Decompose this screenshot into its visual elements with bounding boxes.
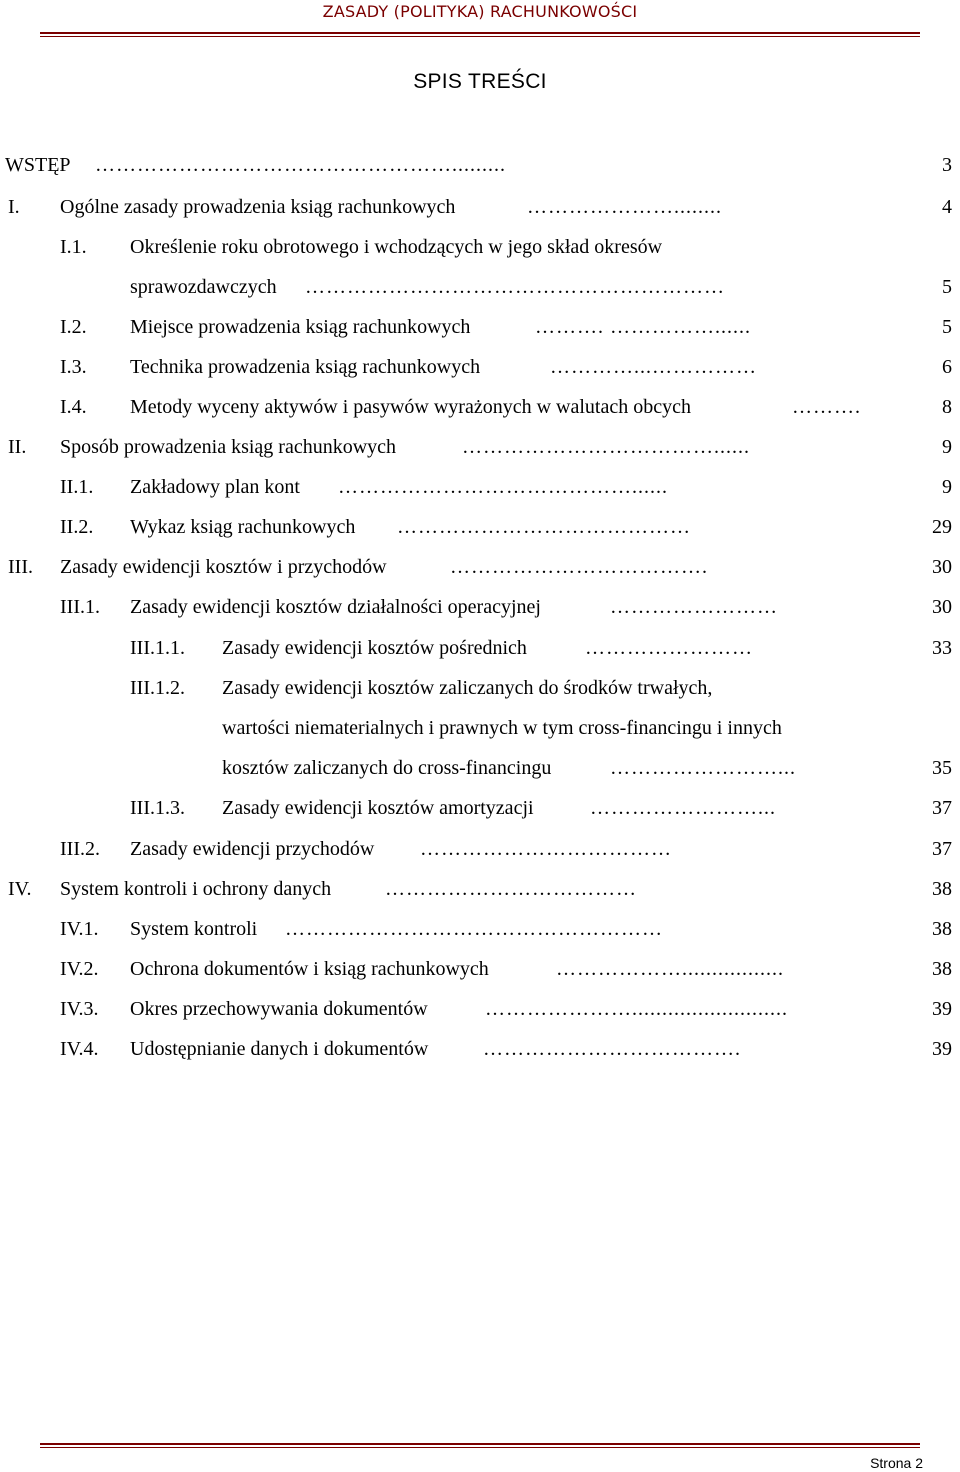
toc-entry-leader-dots: …………………… (585, 637, 753, 659)
toc-entry[interactable] (0, 472, 960, 502)
toc-entry-title: Zasady ewidencji kosztów i przychodów (60, 556, 387, 578)
toc-entry-leader-dots: …………………………………………………… (305, 276, 725, 298)
toc-entry[interactable] (0, 150, 960, 180)
toc-entry[interactable] (0, 592, 960, 622)
toc-entry-page-number: 37 (932, 838, 952, 860)
toc-heading: SPIS TREŚCI (413, 70, 547, 93)
toc-entry-leader-dots: ………. (792, 396, 861, 418)
toc-entry-page-number: 9 (942, 436, 952, 458)
toc-entry-number: I.3. (60, 356, 87, 378)
toc-entry-page-number: 37 (932, 797, 952, 819)
toc-entry-leader-dots: ………………….......................... (485, 998, 788, 1020)
toc-entry-leader-dots: ……………………………… (385, 878, 637, 900)
toc-entry-page-number: 3 (942, 154, 952, 176)
toc-entry[interactable] (0, 994, 960, 1024)
toc-entry-leader-dots: ………………………………. (483, 1038, 741, 1060)
toc-entry-title: Zakładowy plan kont (130, 476, 300, 498)
toc-entry-page-number: 39 (932, 998, 952, 1020)
toc-entry-page-number: 5 (942, 316, 952, 338)
toc-entry-leader-dots: ……………………………………...... (338, 476, 668, 498)
toc-entry[interactable] (0, 392, 960, 422)
toc-entry-leader-dots: ………………………………...... (462, 436, 750, 458)
toc-entry[interactable] (0, 232, 960, 262)
toc-entry[interactable] (0, 753, 960, 783)
toc-entry-leader-dots: ………. ……………...... (535, 316, 751, 338)
toc-entry[interactable] (0, 1034, 960, 1064)
toc-entry-leader-dots: ………………................. (556, 958, 784, 980)
toc-entry-leader-dots: …………………………………… (397, 516, 691, 538)
toc-entry-title: Zasady ewidencji kosztów działalności operacyjnej (130, 596, 541, 618)
toc-entry-title: Metody wyceny aktywów i pasywów wyrażonych w walutach obcych (130, 396, 691, 418)
toc-entry-title: sprawozdawczych (130, 276, 277, 298)
toc-entry-leader-dots: ………………………………. (450, 556, 708, 578)
toc-entry-page-number: 38 (932, 918, 952, 940)
toc-entry-title: WSTĘP (5, 154, 71, 176)
document-header-title: ZASADY (POLITYKA) RACHUNKOWOŚCI (322, 2, 638, 21)
toc-entry-number: II. (8, 436, 27, 458)
toc-entry-number: III.1.3. (130, 797, 185, 819)
toc-entry-title: Miejsce prowadzenia ksiąg rachunkowych (130, 316, 471, 338)
toc-entry[interactable] (0, 352, 960, 382)
toc-entry-title: Technika prowadzenia ksiąg rachunkowych (130, 356, 481, 378)
toc-entry-number: IV.1. (60, 918, 99, 940)
toc-entry[interactable] (0, 874, 960, 904)
toc-entry-title: Ogólne zasady prowadzenia ksiąg rachunkowych (60, 196, 456, 218)
toc-entry[interactable] (0, 834, 960, 864)
toc-entry-page-number: 9 (942, 476, 952, 498)
toc-entry[interactable] (0, 673, 960, 703)
toc-entry-title: System kontroli (130, 918, 258, 940)
toc-entry-title: Okres przechowywania dokumentów (130, 998, 428, 1020)
toc-entry-number: IV.2. (60, 958, 99, 980)
toc-entry-leader-dots: …………………… (610, 596, 778, 618)
toc-entry-number: II.1. (60, 476, 94, 498)
toc-entry-title: kosztów zaliczanych do cross-financingu (222, 757, 552, 779)
toc-entry-leader-dots: …………...…………… (550, 356, 757, 378)
toc-entry-title: Ochrona dokumentów i ksiąg rachunkowych (130, 958, 489, 980)
toc-entry-number: III.1. (60, 596, 100, 618)
toc-entry-number: III.1.2. (130, 677, 185, 699)
toc-entry-page-number: 38 (932, 958, 952, 980)
toc-entry[interactable] (0, 272, 960, 302)
toc-entry[interactable] (0, 633, 960, 663)
toc-entry-page-number: 5 (942, 276, 952, 298)
toc-entry-leader-dots: ……………………………………………… (285, 918, 663, 940)
toc-entry-page-number: 6 (942, 356, 952, 378)
toc-entry-number: IV.3. (60, 998, 99, 1020)
toc-entry-page-number: 39 (932, 1038, 952, 1060)
toc-entry-title: Zasady ewidencji kosztów pośrednich (222, 637, 527, 659)
toc-entry-number: IV.4. (60, 1038, 99, 1060)
toc-entry-title: Zasady ewidencji kosztów amortyzacji (222, 797, 534, 819)
toc-entry[interactable] (0, 954, 960, 984)
toc-entry-number: I.4. (60, 396, 87, 418)
toc-entry-leader-dots: ……………………... (610, 757, 796, 779)
toc-entry-page-number: 30 (932, 596, 952, 618)
page-number-label: Strona 2 (870, 1455, 923, 1471)
toc-entry-number: II.2. (60, 516, 94, 538)
footer-divider (40, 1443, 920, 1445)
toc-entry-title: Zasady ewidencji przychodów (130, 838, 375, 860)
toc-entry-number: IV. (8, 878, 32, 900)
toc-entry-page-number: 4 (942, 196, 952, 218)
toc-entry[interactable] (0, 914, 960, 944)
toc-entry[interactable] (0, 552, 960, 582)
toc-entry-page-number: 8 (942, 396, 952, 418)
toc-entry-leader-dots: …………………........ (527, 196, 722, 218)
toc-entry-title: Sposób prowadzenia ksiąg rachunkowych (60, 436, 397, 458)
footer-divider-thin (40, 1447, 920, 1448)
toc-entry-page-number: 35 (932, 757, 952, 779)
toc-entry-title: Zasady ewidencji kosztów zaliczanych do środków trwałych, (222, 677, 713, 699)
toc-entry-page-number: 29 (932, 516, 952, 538)
toc-entry-number: I.2. (60, 316, 87, 338)
toc-entry-number: III. (8, 556, 33, 578)
toc-entry-number: III.2. (60, 838, 100, 860)
toc-entry[interactable] (0, 713, 960, 743)
toc-entry[interactable] (0, 312, 960, 342)
toc-entry-number: I. (8, 196, 20, 218)
toc-entry-title: Określenie roku obrotowego i wchodzących w jego skład okresów (130, 236, 663, 258)
toc-entry[interactable] (0, 192, 960, 222)
toc-entry-page-number: 30 (932, 556, 952, 578)
toc-entry-leader-dots: ……………………………… (420, 838, 672, 860)
header-divider-thin (40, 36, 920, 37)
toc-entry-page-number: 33 (932, 637, 952, 659)
toc-entry-page-number: 38 (932, 878, 952, 900)
header-divider (40, 32, 920, 34)
toc-entry-leader-dots: ……………………... (590, 797, 776, 819)
toc-entry-title: Wykaz ksiąg rachunkowych (130, 516, 356, 538)
toc-entry[interactable] (0, 512, 960, 542)
toc-entry-leader-dots: ……………………………………………......... (95, 154, 506, 176)
toc-entry-number: I.1. (60, 236, 87, 258)
toc-entry[interactable] (0, 432, 960, 462)
toc-entry-title: wartości niematerialnych i prawnych w tym cross-financingu i innych (222, 717, 782, 739)
toc-entry-title: System kontroli i ochrony danych (60, 878, 332, 900)
toc-entry-title: Udostępnianie danych i dokumentów (130, 1038, 429, 1060)
toc-entry-number: III.1.1. (130, 637, 185, 659)
toc-entry[interactable] (0, 793, 960, 823)
